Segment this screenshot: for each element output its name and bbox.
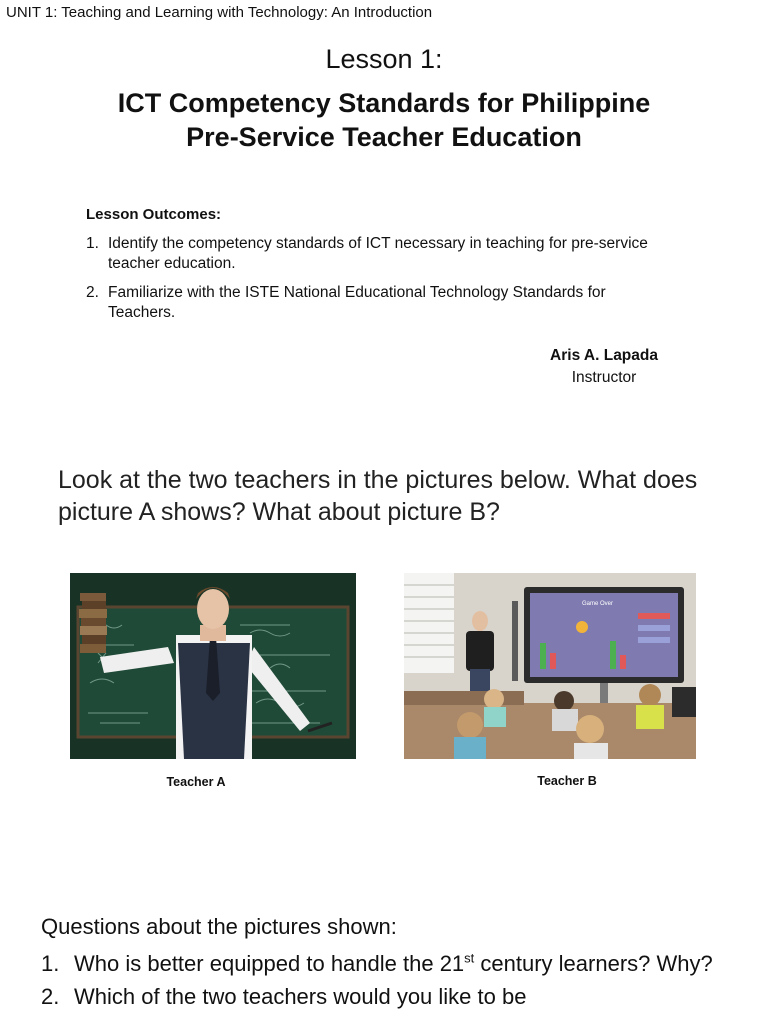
lesson-title xyxy=(60,86,708,154)
question-text-part: century learners? Why? xyxy=(474,951,713,976)
unit-label: UNIT 1: xyxy=(6,4,58,21)
teacher-b-caption: Teacher B xyxy=(537,774,597,788)
ordinal-suffix: st xyxy=(464,950,475,966)
instructor-block xyxy=(550,347,658,387)
outcomes-heading: Lesson Outcomes: xyxy=(86,206,222,223)
question-text: Which of the two teachers would you like to be xyxy=(74,984,527,1009)
lesson-title-line-1: ICT Competency Standards for Philippine xyxy=(117,88,651,118)
questions-list xyxy=(41,950,731,1016)
outcome-item xyxy=(86,234,666,274)
teacher-a-illustration xyxy=(70,573,356,759)
question-text-part: Who is better equipped to handle the 21 xyxy=(74,951,465,976)
outcome-text: Familiarize with the ISTE National Educational Technology Standards for Teachers. xyxy=(108,284,606,321)
teacher-b-illustration xyxy=(404,573,696,759)
question-number: 1. xyxy=(41,951,60,976)
question-number: 2. xyxy=(41,984,60,1009)
questions-heading: Questions about the pictures shown: xyxy=(41,914,397,939)
instructor-role: Instructor xyxy=(571,369,637,386)
unit-header xyxy=(6,4,432,21)
outcome-number: 2. xyxy=(86,284,99,301)
outcome-number: 1. xyxy=(86,235,99,252)
lesson-number: Lesson 1: xyxy=(325,44,443,74)
lesson-title-line-2: Pre-Service Teacher Education xyxy=(186,122,582,152)
outcome-item xyxy=(86,283,666,323)
teacher-a-caption: Teacher A xyxy=(166,775,226,789)
teacher-b-photo xyxy=(404,573,696,759)
board-screen-text: Game Over xyxy=(582,601,614,607)
teacher-a-photo xyxy=(70,573,356,759)
outcomes-list xyxy=(86,234,666,332)
outcome-text: Identify the competency standards of ICT necessary in teaching for pre-service teacher education. xyxy=(108,235,648,272)
question-text xyxy=(74,950,713,977)
question-item xyxy=(41,983,731,1010)
picture-prompt: Look at the two teachers in the pictures below. What does picture A shows? What about picture B? xyxy=(58,466,698,526)
instructor-name: Aris A. Lapada xyxy=(550,347,658,364)
unit-title: Teaching and Learning with Technology: An Introduction xyxy=(57,4,433,21)
question-item xyxy=(41,950,731,977)
